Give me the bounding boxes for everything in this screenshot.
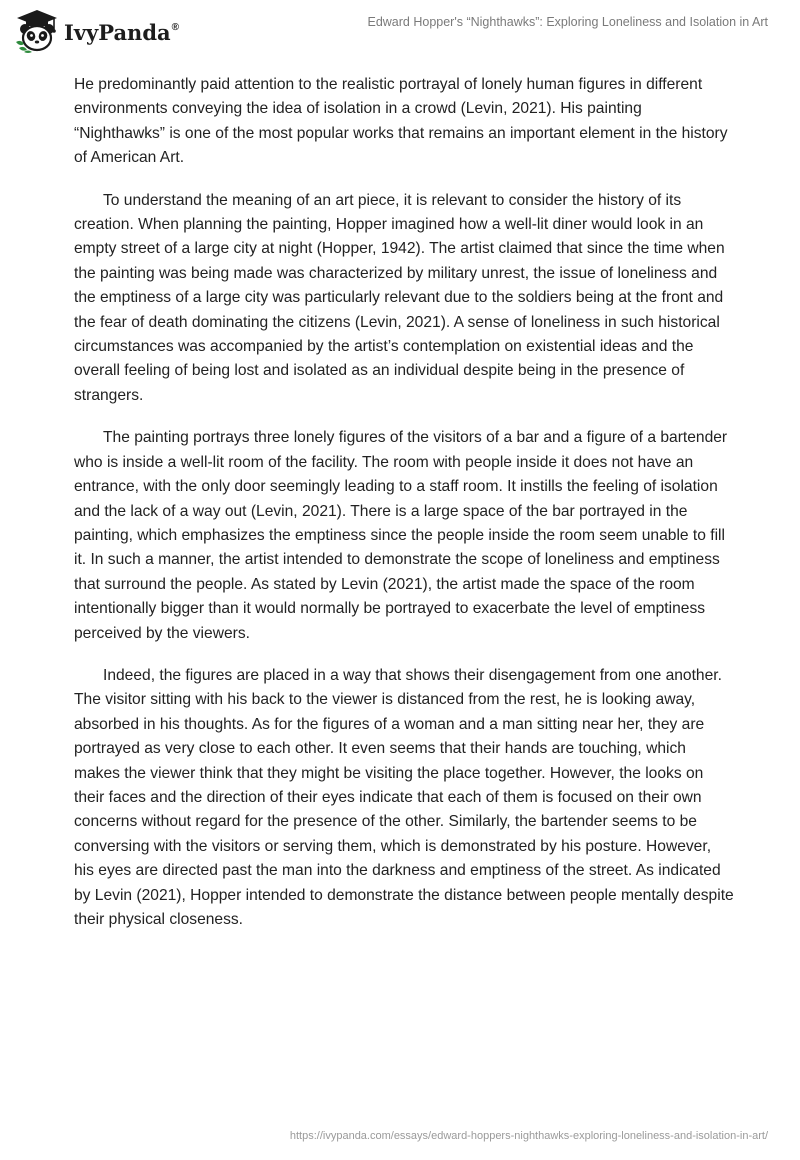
logo-wordmark: IvyPanda® bbox=[64, 19, 179, 45]
panda-graduation-cap-icon bbox=[14, 8, 60, 54]
ivypanda-logo[interactable] bbox=[14, 8, 179, 54]
document-title: Edward Hopper's “Nighthawks”: Exploring Loneliness and Isolation in Art bbox=[367, 15, 768, 29]
paragraph-2: To understand the meaning of an art piece, it is relevant to consider the history of its creation. When planning the painting, Hopper imagined how a well-lit diner would look in an empty street of a large city at night (Hopper, 1942). The artist claimed that since the time when the painting was being made was characterized by military unrest, the issue of loneliness and the emptiness of a large city was particularly relevant due to the soldiers being at the front and the fear of death dominating the citizens (Levin, 2021). A sense of loneliness in such historical circumstances was accompanied by the artist’s contemplation on existential ideas and the overall feeling of being lost and isolated as an individual despite being in the presence of strangers. bbox=[74, 191, 725, 404]
registered-mark: ® bbox=[171, 21, 179, 33]
paragraph-1: He predominantly paid attention to the realistic portrayal of lonely human figures in different environments conveying the idea of isolation in a crowd (Levin, 2021). His painting “Nighthawks” is one of the most popular works that remains an important element in the history of American Art. bbox=[74, 76, 728, 167]
footer-source-url[interactable]: https://ivypanda.com/essays/edward-hoppers-nighthawks-exploring-loneliness-and-isolation-in-art/ bbox=[289, 1130, 768, 1142]
page-header bbox=[0, 0, 800, 64]
essay-body bbox=[74, 73, 734, 950]
paragraph-3: The painting portrays three lonely figures of the visitors of a bar and a figure of a bartender who is inside a well-lit room of the facility. The room with people inside it does not have an entrance, with the only door seemingly leading to a staff room. It instills the feeling of isolation and the lack of a way out (Levin, 2021). There is a large space of the bar portrayed in the painting, which emphasizes the emptiness since the people inside the room seem unable to fill it. In such a manner, the artist intended to demonstrate the scope of loneliness and emptiness that surround the people. As stated by Levin (2021), the artist made the space of the room intentionally bigger than it would normally be portrayed to exacerbate the level of emptiness perceived by the viewers. bbox=[74, 429, 728, 642]
paragraph-4: Indeed, the figures are placed in a way that shows their disengagement from one another. The visitor sitting with his back to the viewer is distanced from the rest, he is looking away, absorbed in his thoughts. As for the figures of a woman and a man sitting near her, they are portrayed as very close to each other. It even seems that their hands are touching, which makes the viewer think that they might be visiting the place together. However, the looks on their faces and the direction of their eyes indicate that each of them is focused on their own concerns without regard for the presence of the other. Similarly, the bartender seems to be conversing with the visitors or serving them, which is demonstrated by his posture. However, his eyes are directed past the man into the darkness and emptiness of the street. As indicated by Levin (2021), Hopper intended to demonstrate the distance between people mentally despite their physical closeness. bbox=[74, 666, 734, 928]
